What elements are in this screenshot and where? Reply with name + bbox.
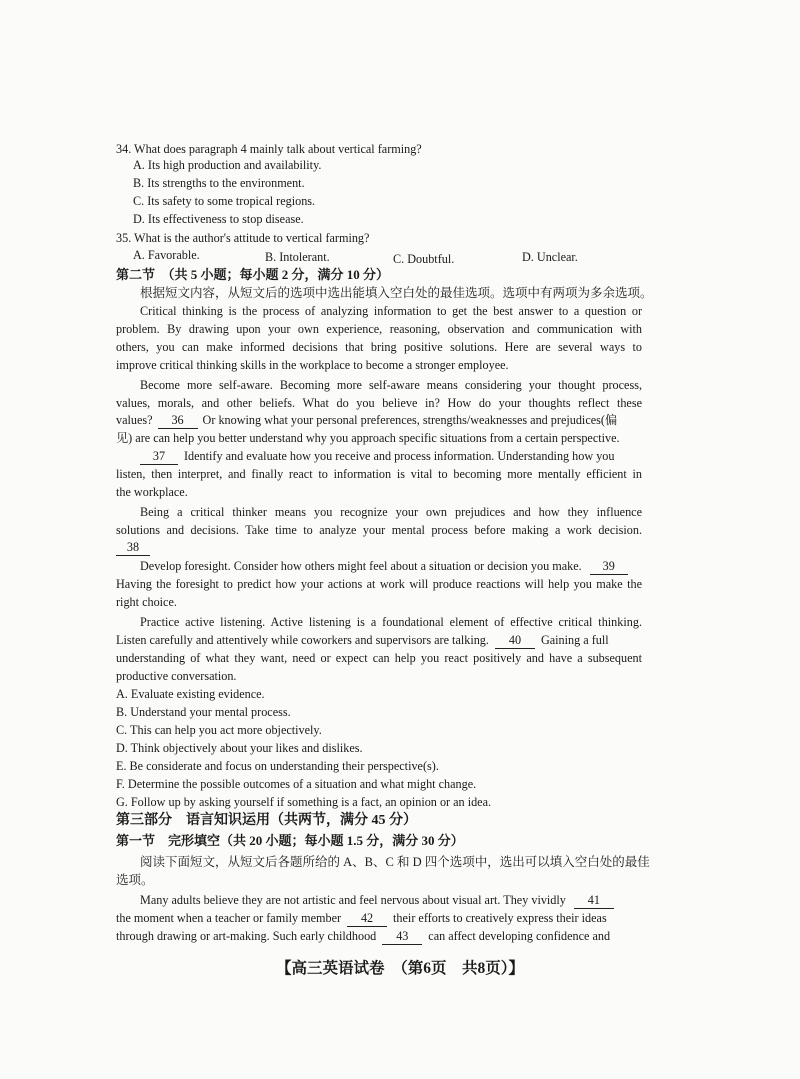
cloze-line3	[116, 928, 642, 945]
passage-p4-line1: Being a critical thinker means you recognize your own prejudices and how they influence	[140, 505, 642, 519]
passage-p1-line4: improve critical thinking skills in the workplace to become a stronger employee.	[116, 358, 509, 372]
cloze-line2	[116, 910, 642, 927]
q35-option-a: A. Favorable.	[133, 248, 200, 262]
cloze-line2-end: their efforts to creatively express their ideas	[393, 911, 607, 925]
option-c: C. This can help you act more objectively.	[116, 723, 322, 737]
q34-stem: 34. What does paragraph 4 mainly talk about vertical farming?	[116, 142, 422, 156]
q35-stem: 35. What is the author's attitude to vertical farming?	[116, 231, 370, 245]
part3-instruction-line2: 选项。	[116, 873, 154, 887]
passage-p6-line3: understanding of what they want, need or expect can help you react positively and have a subsequent	[116, 651, 642, 665]
option-d: D. Think objectively about your likes and dislikes.	[116, 741, 363, 755]
option-f: F. Determine the possible outcomes of a situation and what might change.	[116, 777, 477, 791]
passage-p2-line2: values, morals, and other beliefs. What do you believe in? How do your thoughts reflect these	[116, 396, 642, 410]
q35-option-c: C. Doubtful.	[393, 252, 455, 266]
blank-41: 41	[574, 892, 614, 909]
page-footer: 【高三英语试卷 （第6页 共8页）】	[275, 960, 524, 977]
passage-p5-line2: Having the foresight to predict how your actions at work will produce reactions will help you make the	[116, 577, 642, 591]
passage-p6-line1: Practice active listening. Active listening is a foundational element of effective critical thinking.	[140, 615, 642, 629]
q35-option-b: B. Intolerant.	[265, 250, 330, 264]
option-e: E. Be considerate and focus on understanding their perspective(s).	[116, 759, 439, 773]
blank-43: 43	[382, 928, 422, 945]
passage-p3-line1	[140, 448, 615, 465]
cloze-line3-end: can affect developing confidence and	[428, 929, 611, 943]
passage-p1-line3: others, you can make informed decisions that bring positive solutions. Here are several ways to	[116, 340, 642, 354]
part3-instruction-line1: 阅读下面短文，从短文后各题所给的 A、B、C 和 D 四个选项中，选出可以填入空白处的最佳	[140, 855, 650, 869]
passage-p2-line3-start: values?	[116, 413, 153, 427]
section2-heading: 第二节 （共 5 小题；每小题 2 分，满分 10 分）	[116, 267, 390, 282]
option-g: G. Follow up by asking yourself if something is a fact, an opinion or an idea.	[116, 795, 492, 809]
passage-p5-line1	[140, 558, 628, 575]
blank-39: 39	[590, 558, 628, 575]
blank-37: 37	[140, 448, 178, 465]
option-a: A. Evaluate existing evidence.	[116, 687, 265, 701]
blank-40: 40	[495, 632, 535, 649]
passage-p5-line1-text: Develop foresight. Consider how others might feel about a situation or decision you make.	[140, 559, 582, 573]
passage-p2-line3	[116, 412, 642, 429]
passage-p6-line2-end: Gaining a full	[540, 633, 609, 647]
q34-option-a: A. Its high production and availability.	[133, 158, 322, 172]
cloze-line1-text: Many adults believe they are not artistic and feel nervous about visual art. They vividly	[140, 893, 566, 907]
cloze-line2-start: the moment when a teacher or family member	[116, 911, 342, 925]
passage-p1-line2: problem. By drawing upon your own experience, reasoning, observation and communication with	[116, 322, 642, 336]
passage-p2-line4: 见) are can help you better understand why you approach specific situations from a certain perspective.	[116, 431, 620, 445]
blank-36: 36	[158, 412, 198, 429]
cloze-line3-start: through drawing or art-making. Such early childhood	[116, 929, 377, 943]
passage-p3-line2: listen, then interpret, and finally react to information is vital to becoming more mentally efficient in	[116, 467, 642, 481]
blank-42: 42	[347, 910, 387, 927]
passage-p6-line2	[116, 632, 642, 649]
passage-p5-line3: right choice.	[116, 595, 177, 609]
q34-option-d: D. Its effectiveness to stop disease.	[133, 212, 304, 226]
passage-p4-line2: solutions and decisions. Take time to analyze your mental process before making a work decision.	[116, 523, 642, 537]
part3-heading: 第三部分 语言知识运用（共两节，满分 45 分）	[116, 813, 417, 828]
q34-option-b: B. Its strengths to the environment.	[133, 176, 305, 190]
cloze-line1	[140, 892, 614, 909]
q34-option-c: C. Its safety to some tropical regions.	[133, 194, 316, 208]
passage-p2-line3-end: Or knowing what your personal preferences, strengths/weaknesses and prejudices(偏	[202, 413, 618, 427]
part3-section1-heading: 第一节 完形填空（共 20 小题；每小题 1.5 分，满分 30 分）	[116, 833, 464, 848]
passage-p4-line3	[116, 539, 150, 556]
q35-option-d: D. Unclear.	[522, 250, 578, 264]
passage-p1-line1: Critical thinking is the process of analyzing information to get the best answer to a question or	[140, 304, 642, 318]
blank-38: 38	[116, 539, 150, 556]
passage-p6-line4: productive conversation.	[116, 669, 237, 683]
passage-p3-line1-text: Identify and evaluate how you receive and process information. Understanding how you	[184, 449, 615, 463]
option-b: B. Understand your mental process.	[116, 705, 291, 719]
passage-p6-line2-start: Listen carefully and attentively while coworkers and supervisors are talking.	[116, 633, 489, 647]
passage-p3-line3: the workplace.	[116, 485, 188, 499]
passage-p2-line1: Become more self-aware. Becoming more self-aware means considering your thought process,	[140, 378, 642, 392]
section2-instruction: 根据短文内容，从短文后的选项中选出能填入空白处的最佳选项。选项中有两项为多余选项。	[140, 286, 653, 300]
